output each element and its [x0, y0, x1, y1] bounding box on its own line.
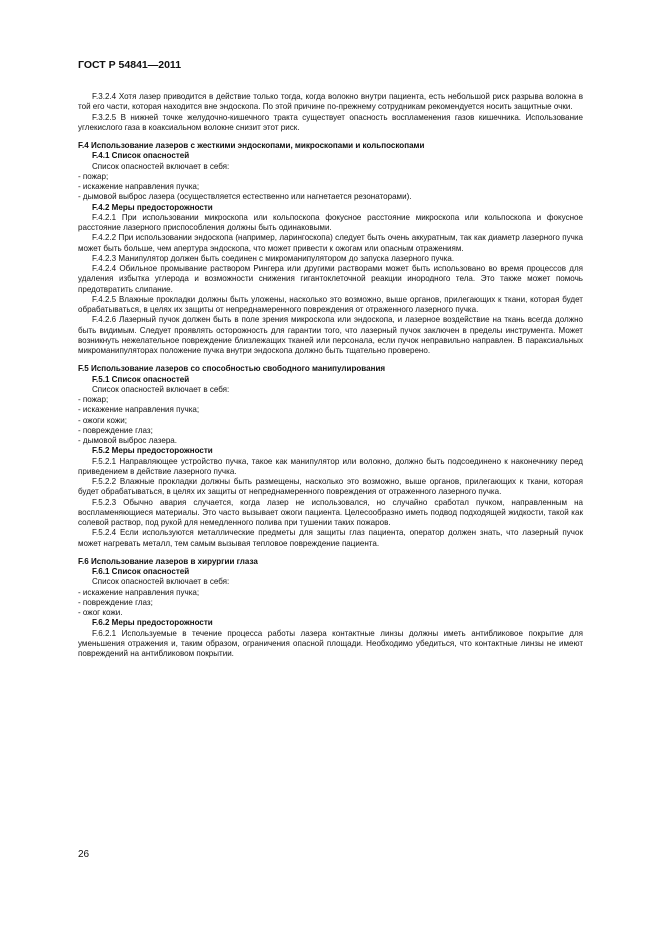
- subsection-heading-f5-1: F.5.1 Список опасностей: [92, 374, 190, 384]
- paragraph: F.5.2.4 Если используются металлические предметы для защиты глаз пациента, оператор должен знать, что лазерный пучок может нагревать металл, тем самым вызывая тепловое повреждение пациента.: [78, 528, 583, 548]
- list-item: - искажение направления пучка;: [78, 182, 583, 192]
- paragraph: F.4.2.5 Влажные прокладки должны быть уложены, насколько это возможно, выше органов, прилегающих к ткани, которая будет обрабатываться, в целях их защиты от непреднамеренного повреждения от отраженного лазерного пучка.: [78, 294, 583, 314]
- paragraph: F.4.2.4 Обильное промывание раствором Рингера или другими растворами может быть использовано во время процессов для удаления избытка углерода и возможности снижения гигантоклеточной реакции инородного тела. Это также может помочь предотвратить слипание.: [78, 264, 583, 294]
- list-item: - повреждение глаз;: [78, 598, 583, 608]
- subsection-heading-f6-1: F.6.1 Список опасностей: [92, 567, 190, 576]
- document-body: [78, 92, 583, 659]
- paragraph: F.4.2.2 При использовании эндоскопа (например, ларингоскопа) следует быть очень аккуратным, так как диаметр лазерного пучка может быть больше, чем апертура эндоскопа, что может привести к ожогам или опасным отражениям.: [78, 233, 583, 253]
- list-item: - пожар;: [78, 395, 583, 405]
- subsection-heading-f6-2: F.6.2 Меры предосторожности: [92, 618, 213, 628]
- list-item: - дымовой выброс лазера (осуществляется естественно или нагнетается резонаторами).: [78, 192, 583, 202]
- paragraph: F.5.2.1 Направляющее устройство пучка, такое как манипулятор или волокно, должно быть подсоединено к наконечнику перед приведением в действие лазерного пучка.: [78, 456, 583, 476]
- paragraph: F.4.2.3 Манипулятор должен быть соединен с микроманипулятором до запуска лазерного пучка.: [92, 253, 455, 263]
- paragraph: F.5.2.3 Обычно авария случается, когда лазер не использовался, но случайно сработал пучком, направленным на воспламеняющиеся материалы. Это часто вызывает ожоги пациента. Целесообразно иметь подвод подходящей жидкости, такой как солевой раствор, под рукой для немедленного полива при тушении таких пожаров.: [78, 497, 583, 527]
- list-item: - повреждение глаз;: [78, 426, 583, 436]
- list-item: - дымовой выброс лазера.: [78, 436, 583, 446]
- subsection-heading-f4-1: F.4.1 Список опасностей: [92, 151, 190, 161]
- section-heading-f5: F.5 Использование лазеров со способностью свободного манипулирования: [78, 364, 386, 374]
- paragraph: F.4.2.6 Лазерный пучок должен быть в поле зрения микроскопа или эндоскопа, и лазерное воздействие на ткань всегда должно быть видимым. Следует проявлять осторожность для гарантии того, что лазерный пучок заключен в пределы инструмента. Может возникнуть нежелательное повреждение близлежащих тканей или персонала, если пучок неправильно направлен. В параксиальных микроманипуляторах положение пучка внутри эндоскопа должно быть тщательно проверено.: [78, 315, 583, 355]
- page-number: 26: [78, 849, 90, 860]
- paragraph: F.4.2.1 При использовании микроскопа или кольпоскопа фокусное расстояние микроскопа или кольпоскопа и фокусное расстояние лазерного приспособления должны быть одинаковыми.: [78, 212, 583, 232]
- subsection-heading-f5-2: F.5.2 Меры предосторожности: [92, 446, 213, 456]
- subsection-heading-f4-2: F.4.2 Меры предосторожности: [92, 202, 213, 212]
- paragraph: F.5.2.2 Влажные прокладки должны быть размещены, насколько это возможно, выше органов, прилегающих к ткани, которая будет обрабатываться, в целях их защиты от непреднамеренного повреждения от отраженного лазерного пучка.: [78, 477, 583, 497]
- document-header: ГОСТ Р 54841—2011: [78, 59, 182, 71]
- section-heading-f4: F.4 Использование лазеров с жесткими эндоскопами, микроскопами и кольпоскопами: [78, 141, 425, 150]
- list-item: - искажение направления пучка;: [78, 588, 583, 598]
- list-item: - ожоги кожи;: [78, 416, 583, 426]
- paragraph: F.3.2.4 Хотя лазер приводится в действие только тогда, когда волокно внутри пациента, есть небольшой риск разрыва волокна в той его части, которая находится вне эндоскопа. По этой причине по-прежнему сотрудникам рекомендуется носить защитные очки.: [78, 92, 583, 112]
- paragraph: F.6.2.1 Используемые в течение процесса работы лазера контактные линзы должны иметь антибликовое покрытие для уменьшения отражения и, таким образом, ограничения опасной площади. Необходимо убедиться, что контактные линзы не имеют повреждений на антибликовом покрытии.: [78, 628, 583, 658]
- paragraph: F.3.2.5 В нижней точке желудочно-кишечного тракта существует опасность воспламенения газов кишечника. Использование углекислого газа в коаксиальном волокне снизит этот риск.: [78, 112, 583, 132]
- list-lead: Список опасностей включает в себя:: [92, 577, 230, 587]
- list-item: - искажение направления пучка;: [78, 405, 583, 415]
- list-item: - ожог кожи.: [78, 608, 583, 618]
- list-item: - пожар;: [78, 172, 583, 182]
- list-lead: Список опасностей включает в себя:: [92, 384, 230, 394]
- section-heading-f6: F.6 Использование лазеров в хирургии глаза: [78, 556, 258, 566]
- list-lead: Список опасностей включает в себя:: [92, 161, 230, 171]
